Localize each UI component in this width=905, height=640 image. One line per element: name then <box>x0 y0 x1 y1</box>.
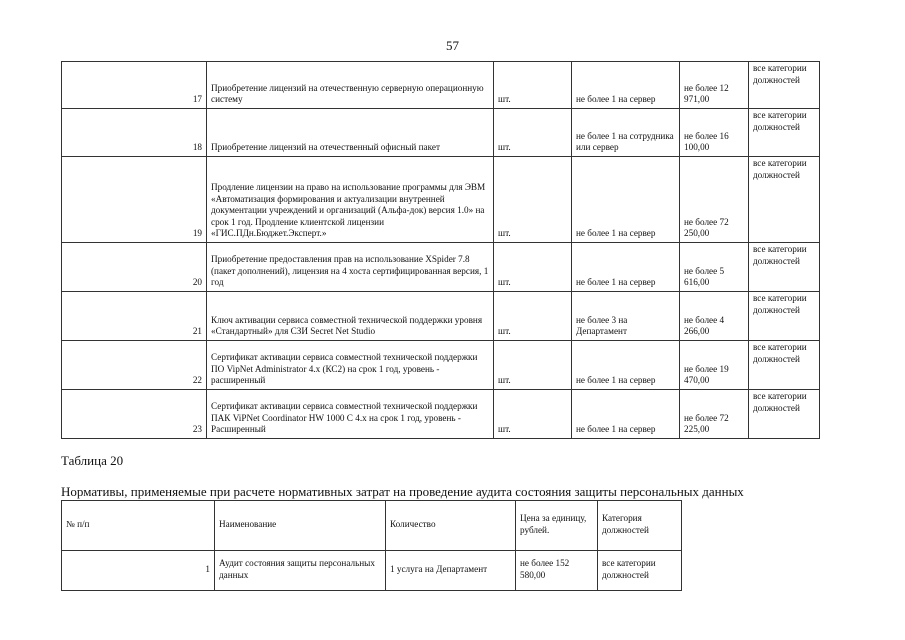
table-title: Нормативы, применяемые при расчете нормативных затрат на проведение аудита состояния защиты персональных данных <box>61 484 744 499</box>
cell-num: 22 <box>62 341 207 390</box>
table-row <box>62 551 682 591</box>
cell-qty: не более 3 на Департамент <box>572 292 680 341</box>
cell-price: не более 16 100,00 <box>680 109 749 157</box>
header-num: № п/п <box>62 501 215 551</box>
table-row <box>62 341 820 390</box>
cell-category: все категории должностей <box>749 157 820 243</box>
cell-qty: не более 1 на сервер <box>572 243 680 292</box>
cell-name: Приобретение лицензий на отечественную серверную операционную систему <box>207 62 494 109</box>
cell-category: все категории должностей <box>749 62 820 109</box>
cell-num: 18 <box>62 109 207 157</box>
cell-unit: шт. <box>494 62 572 109</box>
cell-name: Продление лицензии на право на использование программы для ЭВМ «Автоматизация формирования и актуализации внутренней документации учреждений и организаций (Альфа-док) версия 1.0» на срок 1 год. Продление клиентской лицензии «ГИС.ПДн.Бюджет.Эксперт.» <box>207 157 494 243</box>
cell-num: 17 <box>62 62 207 109</box>
header-qty: Количество <box>386 501 516 551</box>
table-header-row <box>62 501 682 551</box>
cell-num: 1 <box>62 551 215 591</box>
cell-category: все категории должностей <box>749 292 820 341</box>
cell-category: все категории должностей <box>749 243 820 292</box>
cell-num: 23 <box>62 390 207 439</box>
licenses-table <box>61 61 820 439</box>
cell-price: не более 72 225,00 <box>680 390 749 439</box>
table-row <box>62 62 820 109</box>
table-label: Таблица 20 <box>61 453 124 468</box>
table-row <box>62 109 820 157</box>
cell-qty: не более 1 на сотрудника или сервер <box>572 109 680 157</box>
cell-name: Ключ активации сервиса совместной технической поддержки уровня «Стандартный» для СЗИ Secret Net Studio <box>207 292 494 341</box>
cell-qty: не более 1 на сервер <box>572 390 680 439</box>
header-price: Цена за единицу, рублей. <box>516 501 598 551</box>
cell-name: Приобретение лицензий на отечественный офисный пакет <box>207 109 494 157</box>
cell-num: 20 <box>62 243 207 292</box>
cell-price: не более 72 250,00 <box>680 157 749 243</box>
table-row <box>62 390 820 439</box>
cell-qty: не более 1 на сервер <box>572 341 680 390</box>
cell-category: все категории должностей <box>598 551 682 591</box>
cell-name: Приобретение предоставления прав на использование XSpider 7.8 (пакет дополнений), лицензия на 4 хоста сертифицированная версия, 1 год <box>207 243 494 292</box>
audit-table <box>61 500 682 591</box>
cell-unit: шт. <box>494 157 572 243</box>
table-row <box>62 157 820 243</box>
cell-category: все категории должностей <box>749 109 820 157</box>
cell-name: Аудит состояния защиты персональных данных <box>215 551 386 591</box>
cell-unit: шт. <box>494 341 572 390</box>
cell-qty: не более 1 на сервер <box>572 62 680 109</box>
table-row <box>62 292 820 341</box>
page-number: 57 <box>446 38 459 53</box>
cell-unit: шт. <box>494 390 572 439</box>
cell-price: не более 12 971,00 <box>680 62 749 109</box>
table-row <box>62 243 820 292</box>
cell-qty: 1 услуга на Департамент <box>386 551 516 591</box>
cell-name: Сертификат активации сервиса совместной технической поддержки ПО VipNet Administrator 4.x (КС2) на срок 1 год, уровень - расширенный <box>207 341 494 390</box>
cell-price: не более 19 470,00 <box>680 341 749 390</box>
cell-num: 21 <box>62 292 207 341</box>
cell-category: все категории должностей <box>749 341 820 390</box>
cell-unit: шт. <box>494 292 572 341</box>
cell-unit: шт. <box>494 109 572 157</box>
cell-unit: шт. <box>494 243 572 292</box>
header-category: Категория должностей <box>598 501 682 551</box>
cell-num: 19 <box>62 157 207 243</box>
cell-qty: не более 1 на сервер <box>572 157 680 243</box>
cell-category: все категории должностей <box>749 390 820 439</box>
cell-name: Сертификат активации сервиса совместной технической поддержки ПАК ViPNet Coordinator HW 1000 С 4.x на срок 1 год, уровень - Расширенный <box>207 390 494 439</box>
cell-price: не более 152 580,00 <box>516 551 598 591</box>
header-name: Наименование <box>215 501 386 551</box>
cell-price: не более 4 266,00 <box>680 292 749 341</box>
cell-price: не более 5 616,00 <box>680 243 749 292</box>
